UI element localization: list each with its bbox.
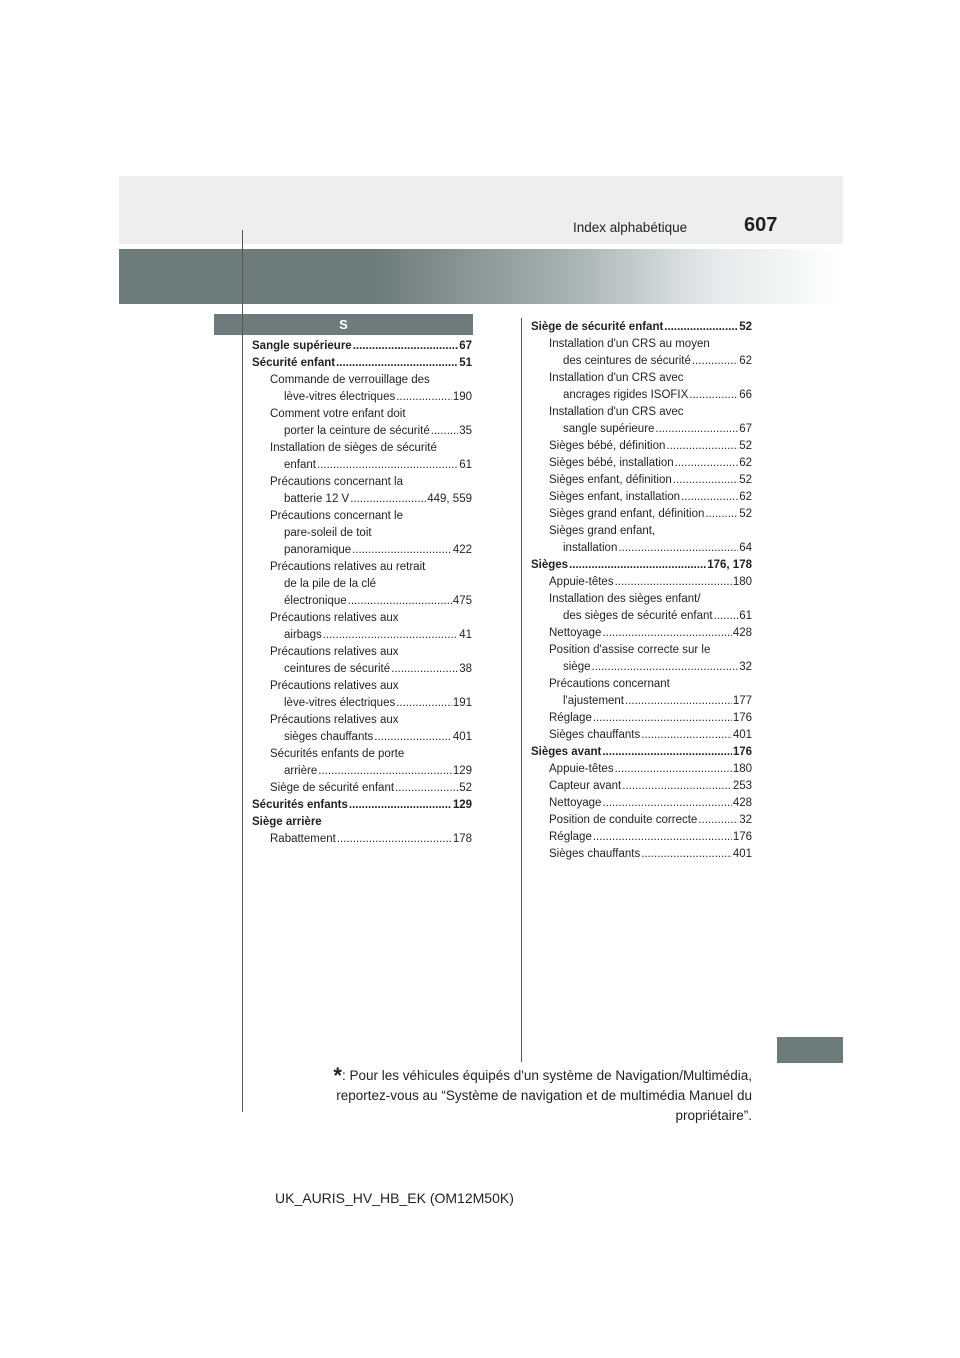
page-reference: 62 xyxy=(739,457,752,469)
page-number: 607 xyxy=(744,214,778,236)
page-reference: 401 xyxy=(732,848,752,860)
index-sub-entry xyxy=(252,423,472,440)
entry-label: ceintures de sécurité xyxy=(284,663,391,675)
index-main-entry xyxy=(252,797,472,814)
entry-label: Nettoyage xyxy=(549,797,602,809)
page-reference: 180 xyxy=(732,576,752,588)
index-sub-entry xyxy=(531,778,752,795)
index-sub-entry xyxy=(531,506,752,523)
entry-label: Sièges avant xyxy=(531,746,602,758)
entry-label: batterie 12 V xyxy=(284,493,350,505)
page-reference: 401 xyxy=(452,731,472,743)
entry-label: Appuie-têtes xyxy=(549,763,614,775)
index-sub-entry xyxy=(531,761,752,778)
dot-leader xyxy=(350,491,426,508)
entry-label: Réglage xyxy=(549,831,592,843)
index-sub-entry xyxy=(252,780,472,797)
page-reference: 51 xyxy=(459,357,472,369)
header-band xyxy=(119,249,843,304)
page-reference: 52 xyxy=(739,321,752,333)
dot-leader xyxy=(353,338,458,355)
index-heading: Siège arrière xyxy=(252,816,322,828)
dot-leader xyxy=(675,455,739,472)
page-reference: 32 xyxy=(739,661,752,673)
index-sub-entry xyxy=(531,659,752,676)
entry-label: Nettoyage xyxy=(549,627,602,639)
index-sub-entry xyxy=(252,593,472,610)
dot-leader xyxy=(615,761,732,778)
page-reference: 176 xyxy=(732,712,752,724)
page-reference: 428 xyxy=(732,627,752,639)
entry-label: Sécurité enfant xyxy=(252,357,336,369)
index-sub-entry xyxy=(531,710,752,727)
index-entry-line: Installation des sièges enfant/ xyxy=(549,593,701,605)
index-entry-line: Sièges grand enfant, xyxy=(549,525,656,537)
dot-leader xyxy=(705,506,738,523)
index-sub-entry xyxy=(531,795,752,812)
dot-leader xyxy=(666,438,738,455)
dot-leader xyxy=(352,542,452,559)
entry-label: Position de conduite correcte xyxy=(549,814,698,826)
page-reference: 52 xyxy=(459,782,472,794)
entry-label: des ceintures de sécurité xyxy=(563,355,691,367)
left-margin-rule xyxy=(242,230,243,1112)
dot-leader xyxy=(673,472,738,489)
entry-label: sièges chauffants xyxy=(284,731,374,743)
section-title: Index alphabétique xyxy=(573,220,688,235)
index-entry-line: Comment votre enfant doit xyxy=(270,408,406,420)
dot-leader xyxy=(318,763,452,780)
index-entry-line: Sécurités enfants de porte xyxy=(270,748,405,760)
index-sub-entry xyxy=(252,695,472,712)
index-entry-line: Précautions relatives aux xyxy=(270,612,399,624)
index-sub-entry xyxy=(531,608,752,625)
dot-leader xyxy=(323,627,458,644)
page-reference: 35 xyxy=(459,425,472,437)
dot-leader xyxy=(618,540,738,557)
index-main-entry xyxy=(531,319,752,336)
dot-leader xyxy=(337,831,452,848)
dot-leader xyxy=(615,574,732,591)
dot-leader xyxy=(602,744,731,761)
index-sub-entry xyxy=(252,389,472,406)
entry-label: airbags xyxy=(284,629,322,641)
index-sub-entry xyxy=(252,627,472,644)
dot-leader xyxy=(348,593,452,610)
entry-label: porter la ceinture de sécurité xyxy=(284,425,430,437)
index-sub-entry xyxy=(531,846,752,863)
entry-label: lève-vitres électriques xyxy=(284,391,396,403)
page-reference: 176 xyxy=(732,746,752,758)
index-sub-entry xyxy=(252,661,472,678)
index-entry-line: Installation d'un CRS avec xyxy=(549,372,684,384)
index-sub-entry xyxy=(252,542,472,559)
entry-label: Réglage xyxy=(549,712,592,724)
page-reference: 61 xyxy=(739,610,752,622)
index-entry-line: Précautions relatives aux xyxy=(270,714,399,726)
index-sub-entry xyxy=(531,574,752,591)
document-id: UK_AURIS_HV_HB_EK (OM12M50K) xyxy=(275,1190,514,1206)
page-reference: 449, 559 xyxy=(427,493,472,505)
footnote-text: : Pour les véhicules équipés d'un système de Navigation/Multimédia, reportez-vous au “Système de navigation et de multimédia Manuel du propriétaire”. xyxy=(336,1068,752,1123)
page-reference: 61 xyxy=(459,459,472,471)
page-reference: 176 xyxy=(732,831,752,843)
entry-label: Sièges bébé, installation xyxy=(549,457,674,469)
page-reference: 52 xyxy=(739,474,752,486)
index-sub-entry xyxy=(531,472,752,489)
dot-leader xyxy=(593,829,732,846)
page-reference: 178 xyxy=(452,833,472,845)
entry-label: Sièges chauffants xyxy=(549,848,641,860)
dot-leader xyxy=(317,457,458,474)
dot-leader xyxy=(602,795,731,812)
page-reference: 62 xyxy=(739,491,752,503)
page-reference: 190 xyxy=(452,391,472,403)
page-reference: 422 xyxy=(452,544,472,556)
entry-label: panoramique xyxy=(284,544,352,556)
dot-leader xyxy=(641,846,732,863)
entry-label: Sièges grand enfant, définition xyxy=(549,508,705,520)
page-reference: 38 xyxy=(459,663,472,675)
page-reference: 401 xyxy=(732,729,752,741)
entry-label: lève-vitres électriques xyxy=(284,697,396,709)
entry-label: Sièges enfant, définition xyxy=(549,474,672,486)
index-entry-line: Position d'assise correcte sur le xyxy=(549,644,711,656)
index-main-entry xyxy=(252,338,472,355)
index-sub-entry xyxy=(252,457,472,474)
dot-leader xyxy=(655,421,738,438)
entry-label: Sièges chauffants xyxy=(549,729,641,741)
page-reference: 177 xyxy=(732,695,752,707)
entry-label: installation xyxy=(563,542,618,554)
index-sub-entry xyxy=(531,455,752,472)
index-entry-line: Commande de verrouillage des xyxy=(270,374,430,386)
entry-label: Sièges bébé, définition xyxy=(549,440,666,452)
dot-leader xyxy=(569,557,706,574)
dot-leader xyxy=(698,812,738,829)
dot-leader xyxy=(625,693,732,710)
index-entry-line: Précautions relatives aux xyxy=(270,680,399,692)
index-sub-entry xyxy=(531,353,752,370)
index-sub-entry xyxy=(252,491,472,508)
dot-leader xyxy=(641,727,732,744)
entry-label: électronique xyxy=(284,595,347,607)
page-reference: 180 xyxy=(732,763,752,775)
page-reference: 475 xyxy=(452,595,472,607)
footnote xyxy=(282,1063,752,1126)
index-entry-line: pare-soleil de toit xyxy=(284,527,372,539)
footnote-marker: * xyxy=(333,1063,342,1088)
dot-leader xyxy=(602,625,731,642)
page-reference: 129 xyxy=(452,765,472,777)
dot-leader xyxy=(689,387,738,404)
page-reference: 41 xyxy=(459,629,472,641)
page-reference: 66 xyxy=(739,389,752,401)
entry-label: Sièges enfant, installation xyxy=(549,491,681,503)
dot-leader xyxy=(593,710,732,727)
index-sub-entry xyxy=(531,540,752,557)
dot-leader xyxy=(681,489,738,506)
page-reference: 191 xyxy=(452,697,472,709)
index-sub-entry xyxy=(531,693,752,710)
dot-leader xyxy=(714,608,739,625)
index-entry-line: Précautions relatives aux xyxy=(270,646,399,658)
entry-label: Siège de sécurité enfant xyxy=(270,782,395,794)
index-sub-entry xyxy=(531,727,752,744)
index-main-entry xyxy=(531,557,752,574)
index-letter-bar: S xyxy=(214,314,473,335)
entry-label: Sécurités enfants xyxy=(252,799,348,811)
entry-label: l'ajustement xyxy=(563,695,625,707)
index-entry-line: Installation d'un CRS au moyen xyxy=(549,338,710,350)
index-main-entry xyxy=(531,744,752,761)
dot-leader xyxy=(391,661,458,678)
index-entry-line: Installation d'un CRS avec xyxy=(549,406,684,418)
page-reference: 64 xyxy=(739,542,752,554)
page-reference: 67 xyxy=(459,340,472,352)
index-main-entry xyxy=(252,355,472,372)
index-entry-line: Précautions concernant la xyxy=(270,476,403,488)
entry-label: enfant xyxy=(284,459,316,471)
header-background xyxy=(119,176,843,244)
entry-label: des sièges de sécurité enfant xyxy=(563,610,713,622)
dot-leader xyxy=(396,695,452,712)
dot-leader xyxy=(396,389,452,406)
index-entry-line: Précautions relatives au retrait xyxy=(270,561,426,573)
dot-leader xyxy=(622,778,732,795)
entry-label: Rabattement xyxy=(270,833,336,845)
entry-label: sangle supérieure xyxy=(563,423,655,435)
entry-label: Siège de sécurité enfant xyxy=(531,321,664,333)
dot-leader xyxy=(592,659,739,676)
index-sub-entry xyxy=(252,763,472,780)
index-sub-entry xyxy=(531,489,752,506)
index-entry-line: Précautions concernant le xyxy=(270,510,403,522)
index-sub-entry xyxy=(531,387,752,404)
dot-leader xyxy=(374,729,452,746)
index-sub-entry xyxy=(531,421,752,438)
page-reference: 52 xyxy=(739,508,752,520)
dot-leader xyxy=(431,423,458,440)
entry-label: siège xyxy=(563,661,591,673)
index-sub-entry xyxy=(531,625,752,642)
dot-leader xyxy=(349,797,452,814)
index-sub-entry xyxy=(252,831,472,848)
index-entry-line: Installation de sièges de sécurité xyxy=(270,442,437,454)
entry-label: ancrages rigides ISOFIX xyxy=(563,389,689,401)
index-sub-entry xyxy=(531,812,752,829)
index-sub-entry xyxy=(531,438,752,455)
index-sub-entry xyxy=(252,729,472,746)
page-reference: 62 xyxy=(739,355,752,367)
page-reference: 428 xyxy=(732,797,752,809)
page-reference: 52 xyxy=(739,440,752,452)
section-thumb-tab xyxy=(777,1037,843,1063)
index-entry-line: Précautions concernant xyxy=(549,678,670,690)
index-column-left xyxy=(252,338,472,848)
dot-leader xyxy=(336,355,458,372)
page-reference: 129 xyxy=(452,799,472,811)
dot-leader xyxy=(395,780,458,797)
page-reference: 67 xyxy=(739,423,752,435)
dot-leader xyxy=(692,353,738,370)
entry-label: arrière xyxy=(284,765,318,777)
index-column-right xyxy=(531,319,752,863)
column-divider xyxy=(521,318,522,1062)
entry-label: Sangle supérieure xyxy=(252,340,352,352)
index-sub-entry xyxy=(531,829,752,846)
dot-leader xyxy=(664,319,738,336)
entry-label: Appuie-têtes xyxy=(549,576,614,588)
page-reference: 253 xyxy=(732,780,752,792)
index-entry-line: de la pile de la clé xyxy=(284,578,377,590)
entry-label: Capteur avant xyxy=(549,780,622,792)
page-reference: 176, 178 xyxy=(707,559,752,571)
page-reference: 32 xyxy=(739,814,752,826)
entry-label: Sièges xyxy=(531,559,569,571)
